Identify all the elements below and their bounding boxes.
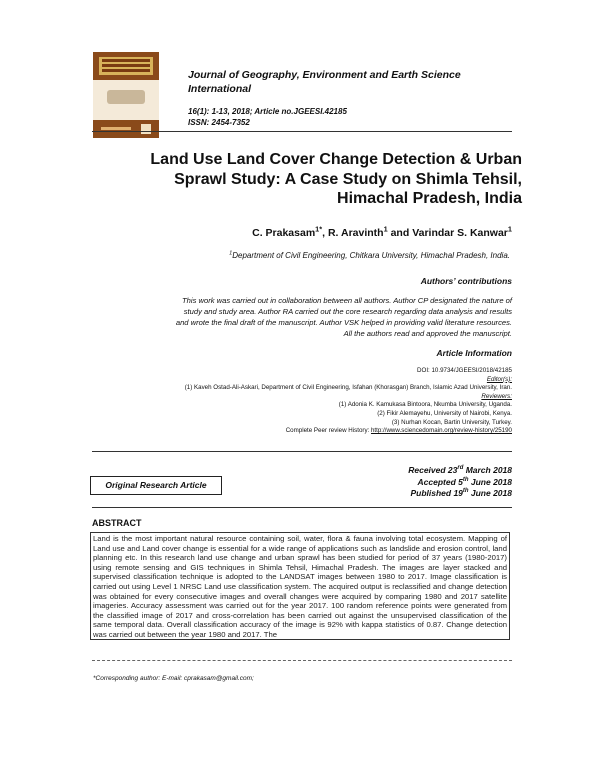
history-link[interactable]: http://www.sciencedomain.org/review-history/25190 (370, 427, 512, 435)
abstract-divider (92, 507, 512, 508)
abstract-text: Land is the most important natural resource containing soil, water, flora & fauna involving total ecosystem. Mapping of Land use and Land cover change is essential for a wide range of applications such as landslide and erosion control, land planning etc. In this research land use change and urban sprawl has been studied for period of 37 years (1980-2017) using remote sensing and GIS techniques in Shimla Tehsil, Himachal Pradesh. The images are layer stacked and supervised classification technique is adopted to the LANDSAT images between 1980 to 2017. Image classification is carried out using Level 1 NRSC Land use classification system. The acquired output is reclassified and change detection was obtained for every consecutive images and overall changes were acquired by comparing 1980 and 2017 satellite imageries. Accuracy assessment was carried out for the year 2017. 100 random reference points were generated from the classified image of 2017 and cross-correlation has been carried out against the unsupervised classification of the same temporal data. Overall classification accuracy of the image is 92% with kappa statistics of 0.87. Change detection was carried out between the year 1980 and 2017. The (93, 534, 507, 639)
issn-line: ISSN: 2454-7352 (188, 118, 250, 127)
author-list (60, 224, 512, 239)
editor: (1) Kaveh Ostad-Ali-Askari, Department of Civil Engineering, Isfahan (Khorasgan) Branch, Islamic Azad University, Iran. (184, 384, 512, 392)
journal-cover-image (93, 52, 159, 138)
contrib-line: study and study area. Author RA carried out the core research regarding data analysis and results (183, 307, 512, 316)
reviewer: (3) Nurhan Kocan, Bartin University, Turkey. (391, 418, 512, 426)
accepted-date (300, 477, 512, 489)
corresponding-author-footnote: *Corresponding author: E-mail: cprakasam@gmail.com; (93, 675, 254, 682)
editor-label: Editor(s): (486, 375, 512, 383)
header-divider (92, 131, 512, 132)
title-line: Sprawl Study: A Case Study on Shimla Tehsil, (174, 170, 522, 188)
reviewer: (1) Adonia K. Kamukasa Bintoora, Nkumba University, Uganda. (338, 401, 512, 409)
received-date (300, 465, 512, 477)
date-sup: th (462, 476, 469, 483)
author-separator: and (387, 227, 413, 239)
title-line: Himachal Pradesh, India (337, 190, 522, 207)
date-rest: June 2018 (468, 476, 512, 487)
contrib-line: and wrote the final draft of the manuscript. Author VSK helped in providing valid literature resources. (175, 318, 512, 327)
affiliation-text: Department of Civil Engineering, Chitkara University, Himachal Pradesh, India. (232, 251, 510, 260)
abstract-heading: ABSTRACT (92, 518, 142, 528)
author-sup: 1 (507, 224, 512, 234)
author-name: C. Prakasam (252, 227, 316, 239)
affiliation (60, 251, 510, 260)
date-label: Published 19 (410, 488, 463, 498)
contrib-line: All the authors read and approved the manuscript. (343, 329, 512, 338)
contributions-text (60, 295, 512, 339)
footnote-divider (92, 660, 512, 661)
reviewer: (2) Fikir Alemayehu, University of Nairobi, Kenya. (377, 409, 512, 417)
date-sup: th (462, 488, 469, 495)
author-sup: 1 (383, 224, 388, 234)
article-info-block (60, 367, 512, 436)
article-info-heading: Article Information (436, 348, 512, 358)
title-line: Land Use Land Cover Change Detection & Urban (150, 151, 522, 168)
journal-name: Journal of Geography, Environment and Earth Science International (188, 69, 461, 95)
journal-volume (188, 106, 347, 128)
date-rest: March 2018 (463, 465, 512, 475)
author-separator: , (322, 227, 328, 239)
abstract-box (90, 532, 510, 640)
volume-line: 16(1): 1-13, 2018; Article no.JGEESI.42185 (188, 107, 347, 116)
reviewers-label: Reviewers: (481, 392, 512, 400)
history-label: Complete Peer review History: (285, 427, 371, 435)
article-type-badge: Original Research Article (90, 476, 222, 495)
date-sup: rd (457, 465, 464, 472)
date-label: Received 23 (408, 465, 458, 475)
info-divider (92, 451, 512, 452)
article-title (60, 150, 522, 209)
doi: DOI: 10.9734/JGEESI/2018/42185 (417, 367, 512, 374)
published-date (300, 488, 512, 500)
date-rest: June 2018 (468, 488, 512, 498)
contributions-heading: Authors’ contributions (420, 276, 512, 286)
affiliation-sup: 1 (229, 250, 233, 257)
author-sup: 1* (315, 224, 323, 234)
publication-dates (300, 465, 512, 500)
author-name: R. Aravinth (327, 227, 384, 239)
date-label: Accepted 5 (417, 476, 463, 487)
author-name: Varindar S. Kanwar (412, 227, 508, 239)
review-history (60, 427, 512, 436)
contrib-line: This work was carried out in collaboration between all authors. Author CP designated the nature of (182, 296, 512, 305)
